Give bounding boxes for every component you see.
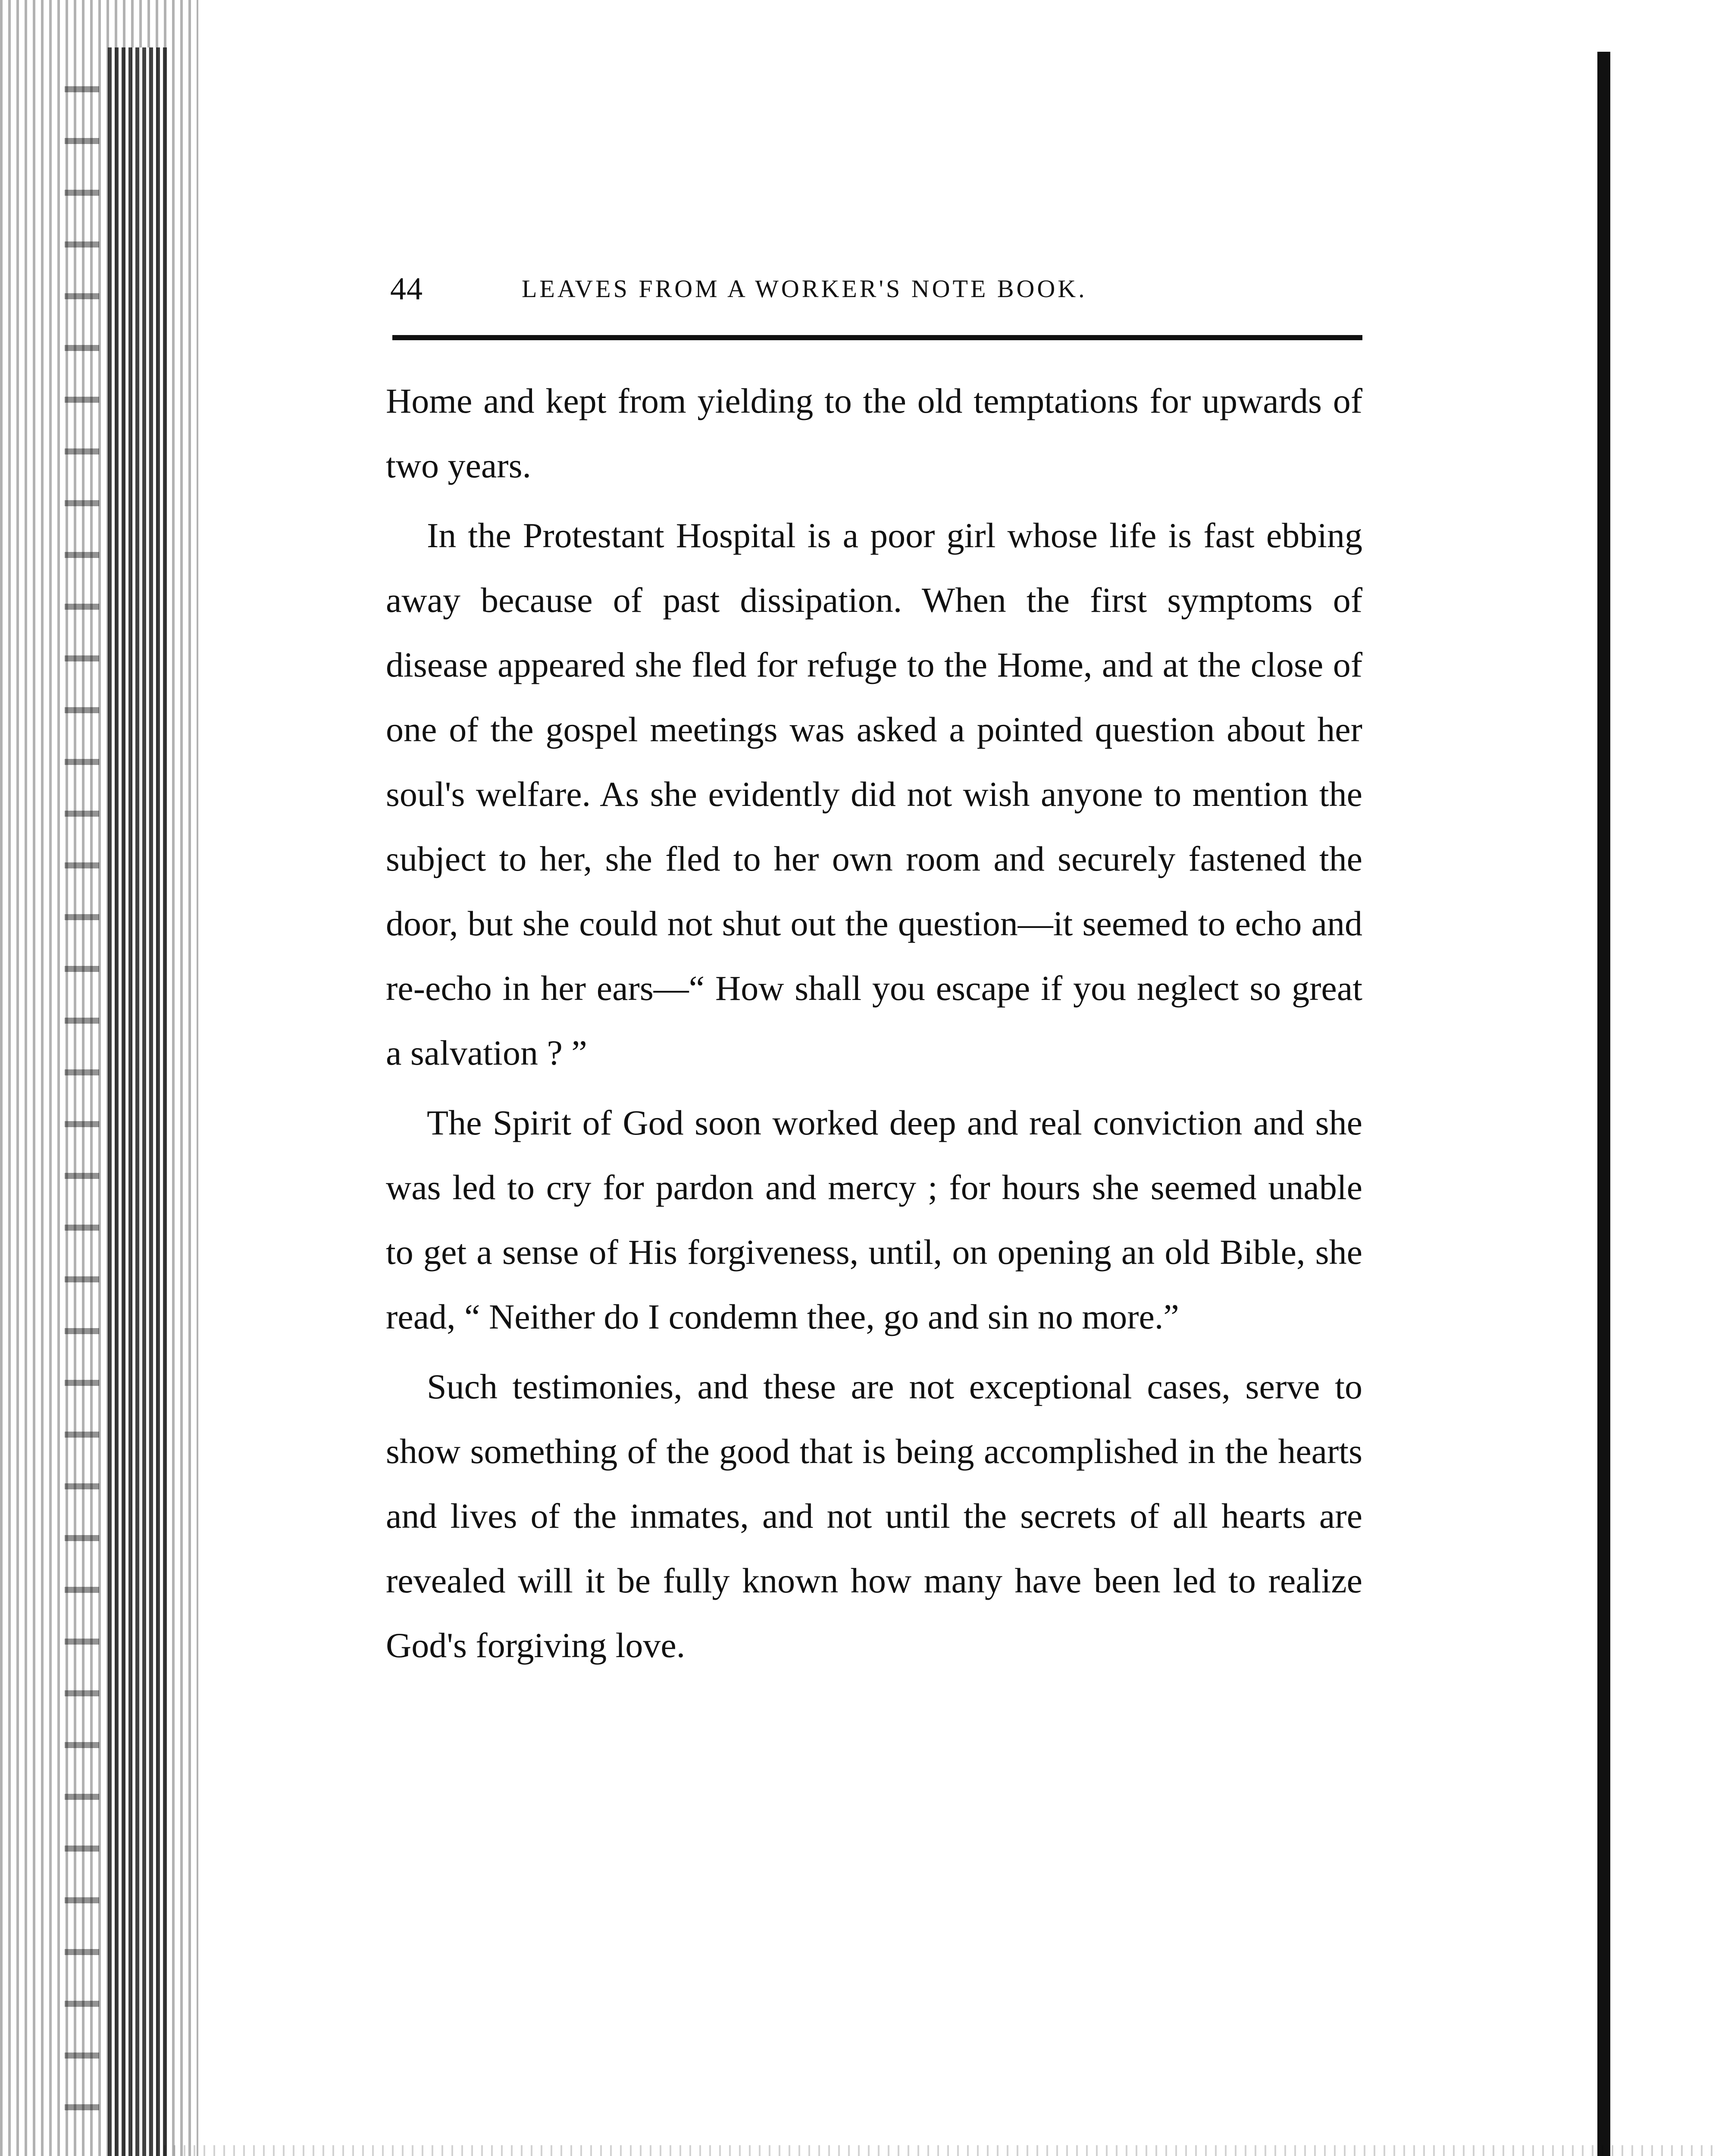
scan-bottom-noise	[164, 2145, 1716, 2156]
page-header	[390, 265, 1369, 313]
scan-binding-lines	[108, 47, 168, 2156]
page-number: 44	[390, 271, 423, 307]
scan-right-edge	[1597, 52, 1610, 2156]
paragraph-4: Such testimonies, and these are not exceptional cases, serve to show something of the good that is being accomplished in the hearts and lives of the inmates, and not until the secrets of all hearts are revealed will it be fully known how many have been led to realize God's forgiving love.	[386, 1367, 1362, 1665]
running-head: LEAVES FROM A WORKER'S NOTE BOOK.	[522, 275, 1087, 303]
header-rule	[392, 335, 1362, 340]
paragraph-1: Home and kept from yielding to the old temptations for upwards of two years.	[386, 381, 1362, 485]
body-text	[386, 369, 1362, 1683]
paragraph-2: In the Protestant Hospital is a poor girl whose life is fast ebbing away because of past dissipation. When the first symptoms of disease appeared she fled for refuge to the Home, and at the close of one of the gospel meetings was asked a pointed question about her soul's welfare. As she evidently did not wish anyone to mention the subject to her, she fled to her own room and securely fastened the door, but she could not shut out the question—it seemed to echo and re-echo in her ears—“ How shall you escape if you neglect so great a salvation ? ”	[386, 516, 1362, 1072]
scan-edge-marks	[65, 86, 99, 2156]
scan-binding-shadow	[0, 0, 198, 2156]
paragraph-3: The Spirit of God soon worked deep and real conviction and she was led to cry for pardon and mercy ; for hours she seemed unable to get a sense of His forgiveness, until, on opening an old Bible, she read, “ Neither do I condemn thee, go and sin no more.”	[386, 1103, 1362, 1336]
